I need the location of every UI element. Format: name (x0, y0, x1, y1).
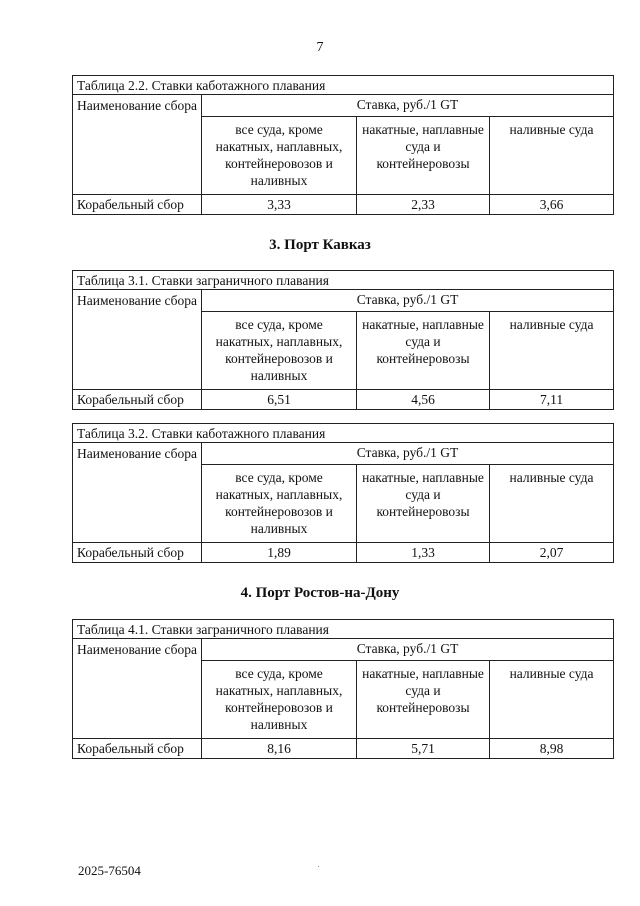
col-roro-containers: накатные, наплавные суда и контейнеровозы (357, 465, 490, 543)
table-caption: Таблица 2.2. Ставки каботажного плавания (73, 76, 614, 95)
table-row (73, 195, 614, 215)
rate-header: Ставка, руб./1 GT (202, 639, 614, 661)
row-label: Корабельный сбор (73, 543, 202, 563)
rates-table-2-2 (72, 75, 614, 215)
col-tankers: наливные суда (490, 465, 614, 543)
table-caption: Таблица 3.2. Ставки каботажного плавания (73, 424, 614, 443)
rates-table-3-1 (72, 270, 614, 410)
col-all-vessels: все суда, кроме накатных, наплавных, контейнеровозов и наливных (202, 661, 357, 739)
col-tankers: наливные суда (490, 661, 614, 739)
table-caption: Таблица 3.1. Ставки заграничного плавания (73, 271, 614, 290)
col-tankers: наливные суда (490, 117, 614, 195)
row-label: Корабельный сбор (73, 195, 202, 215)
value-cell: 3,33 (202, 195, 357, 215)
fee-name-header: Наименование сбора (73, 290, 202, 390)
value-cell: 8,16 (202, 739, 357, 759)
fee-name-header: Наименование сбора (73, 639, 202, 739)
value-cell: 2,07 (490, 543, 614, 563)
value-cell: 4,56 (357, 390, 490, 410)
row-label: Корабельный сбор (73, 390, 202, 410)
col-tankers: наливные суда (490, 312, 614, 390)
value-cell: 1,89 (202, 543, 357, 563)
col-roro-containers: накатные, наплавные суда и контейнеровозы (357, 312, 490, 390)
table-row (73, 390, 614, 410)
document-code: 2025-76504 (78, 863, 141, 878)
table-caption: Таблица 4.1. Ставки заграничного плавания (73, 620, 614, 639)
rate-header: Ставка, руб./1 GT (202, 443, 614, 465)
rate-header: Ставка, руб./1 GT (202, 95, 614, 117)
rates-table-4-1 (72, 619, 614, 759)
col-all-vessels: все суда, кроме накатных, наплавных, контейнеровозов и наливных (202, 465, 357, 543)
section-heading-port-rostov: 4. Порт Ростов-на-Дону (240, 585, 400, 601)
fee-name-header: Наименование сбора (73, 95, 202, 195)
value-cell: 1,33 (357, 543, 490, 563)
page-number: 7 (316, 40, 324, 55)
table-row (73, 543, 614, 563)
section-heading-port-kavkaz: 3. Порт Кавказ (269, 237, 371, 253)
value-cell: 7,11 (490, 390, 614, 410)
rates-table-3-2 (72, 423, 614, 563)
col-all-vessels: все суда, кроме накатных, наплавных, контейнеровозов и наливных (202, 312, 357, 390)
fee-name-header: Наименование сбора (73, 443, 202, 543)
row-label: Корабельный сбор (73, 739, 202, 759)
value-cell: 2,33 (357, 195, 490, 215)
col-roro-containers: накатные, наплавные суда и контейнеровозы (357, 661, 490, 739)
col-roro-containers: накатные, наплавные суда и контейнеровозы (357, 117, 490, 195)
rate-header: Ставка, руб./1 GT (202, 290, 614, 312)
value-cell: 3,66 (490, 195, 614, 215)
value-cell: 5,71 (357, 739, 490, 759)
col-all-vessels: все суда, кроме накатных, наплавных, контейнеровозов и наливных (202, 117, 357, 195)
value-cell: 8,98 (490, 739, 614, 759)
value-cell: 6,51 (202, 390, 357, 410)
scan-speck (318, 866, 319, 867)
table-row (73, 739, 614, 759)
